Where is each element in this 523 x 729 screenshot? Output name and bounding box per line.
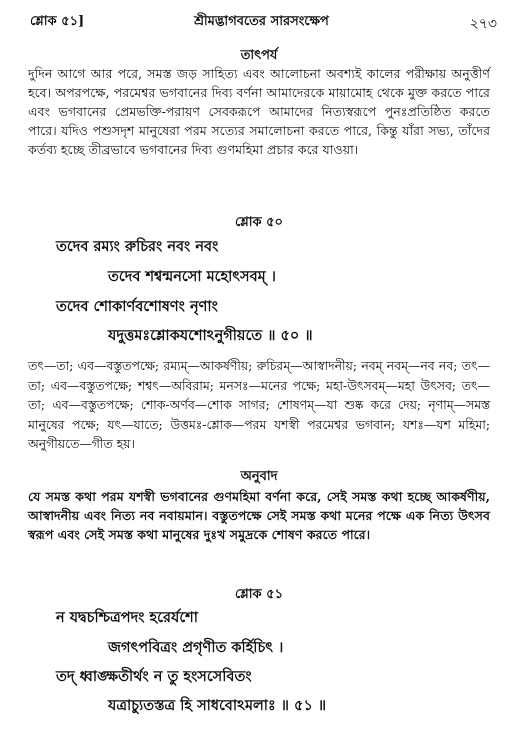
word-for-word-synonyms: তৎ—তা; এব—বস্তুতপক্ষে; রম্যম্—আকর্ষণীয়; রুচিরম্—আস্বাদনীয়; নবম্ নবম্—নব নব; তৎ—তা; এব—বস্তুতপক্ষে; শশ্বৎ—অবিরাম; মনসঃ—মনের পক্ষে; মহা-উৎসবম্—মহা উৎসব; তৎ—তা; এব—বস্তুতপক্ষে; শোক-অর্ণব—শোক সাগর; শোষণম্—যা শুষ্ক করে দেয়; নৃণাম্—সমস্ত মানুষের পক্ষে; যৎ—যাতে; উত্তমঃ-শ্লোক—পরম যশস্বী পরমেশ্বর ভগবান; যশঃ—যশ মহিমা; অনুগীয়তে—গীত হয়।	[28, 358, 490, 451]
verse-50-line-2: তদেব শশ্বন্মনসো মহোৎসবম্ ।	[108, 268, 276, 285]
verse-50-heading: শ্লোক ৫০	[234, 215, 284, 230]
verse-51-line-1: ন যদ্বচশ্চিত্রপদং হরের্যশো	[56, 609, 198, 626]
verse-51-line-3: তদ্ ধ্বাঙ্ক্ষতীর্থং ন তু হংসসেবিতং	[56, 668, 252, 685]
verse-51-heading: শ্লোক ৫১	[234, 587, 284, 602]
verse-50-line-3: তদেব শোকার্ণবশোষণং নৃণাং	[56, 298, 218, 315]
purport-text: দুদিন আগে আর পরে, সমস্ত জড় সাহিত্য এবং আলোচনা অবশ্যই কালের পরীক্ষায় অনুত্তীর্ণ হবে। অপরপক্ষে, পরমেশ্বর ভগবানের দিব্য বর্ণনা আমাদেরকে মায়ামোহ থেকে মুক্ত করতে পারে এবং ভগবানের প্রেমভক্তি-পরায়ণ সেবকরূপে আমাদের নিত্যস্বরূপে পুনঃপ্রতিষ্ঠিত করতে পারে। যদিও পশুসদৃশ মানুষেরা পরম সত্যের সমালোচনা করতে পারে, কিন্তু যাঁরা সভ্য, তাঁদের কর্তব্য হচ্ছে তীব্রভাবে ভগবানের দিব্য গুণমহিমা প্রচার করে যাওয়া।	[28, 66, 490, 157]
translation-heading: অনুবাদ	[240, 469, 278, 484]
verse-51-line-2: জগৎপবিত্রং প্রগৃণীত কর্হিচিৎ ।	[108, 639, 284, 656]
running-verse-ref: শ্লোক ৫১]	[30, 14, 85, 29]
verse-51-line-4: যত্রাচ্যুতস্তত্র হি সাধবোঽমলাঃ ॥ ৫১ ॥	[108, 697, 327, 714]
verse-50-line-4: যদুত্তমঃশ্লোকযশোঽনুগীয়তে ॥ ৫০ ॥	[108, 327, 313, 344]
verse-50-line-1: তদেব রম্যং রুচিরং নবং নবং	[56, 238, 219, 255]
page-number: ২৭৩	[469, 16, 497, 32]
running-title: শ্রীমদ্ভাগবতের সারসংক্ষেপ	[194, 14, 329, 29]
translation-text: যে সমস্ত কথা পরম যশস্বী ভগবানের গুণমহিমা বর্ণনা করে, সেই সমস্ত কথা হচ্ছে আকর্ষণীয়, আস্বাদনীয় এবং নিত্য নব নবায়মান। বস্তুতপক্ষে সেই সমস্ত কথা মনের পক্ষে এক নিত্য উৎসব স্বরূপ এবং সেই সমস্ত কথা মানুষের দুঃখ সমুদ্রকে শোষণ করতে পারে।	[28, 489, 490, 542]
purport-heading: তাৎপর্য	[240, 48, 278, 63]
